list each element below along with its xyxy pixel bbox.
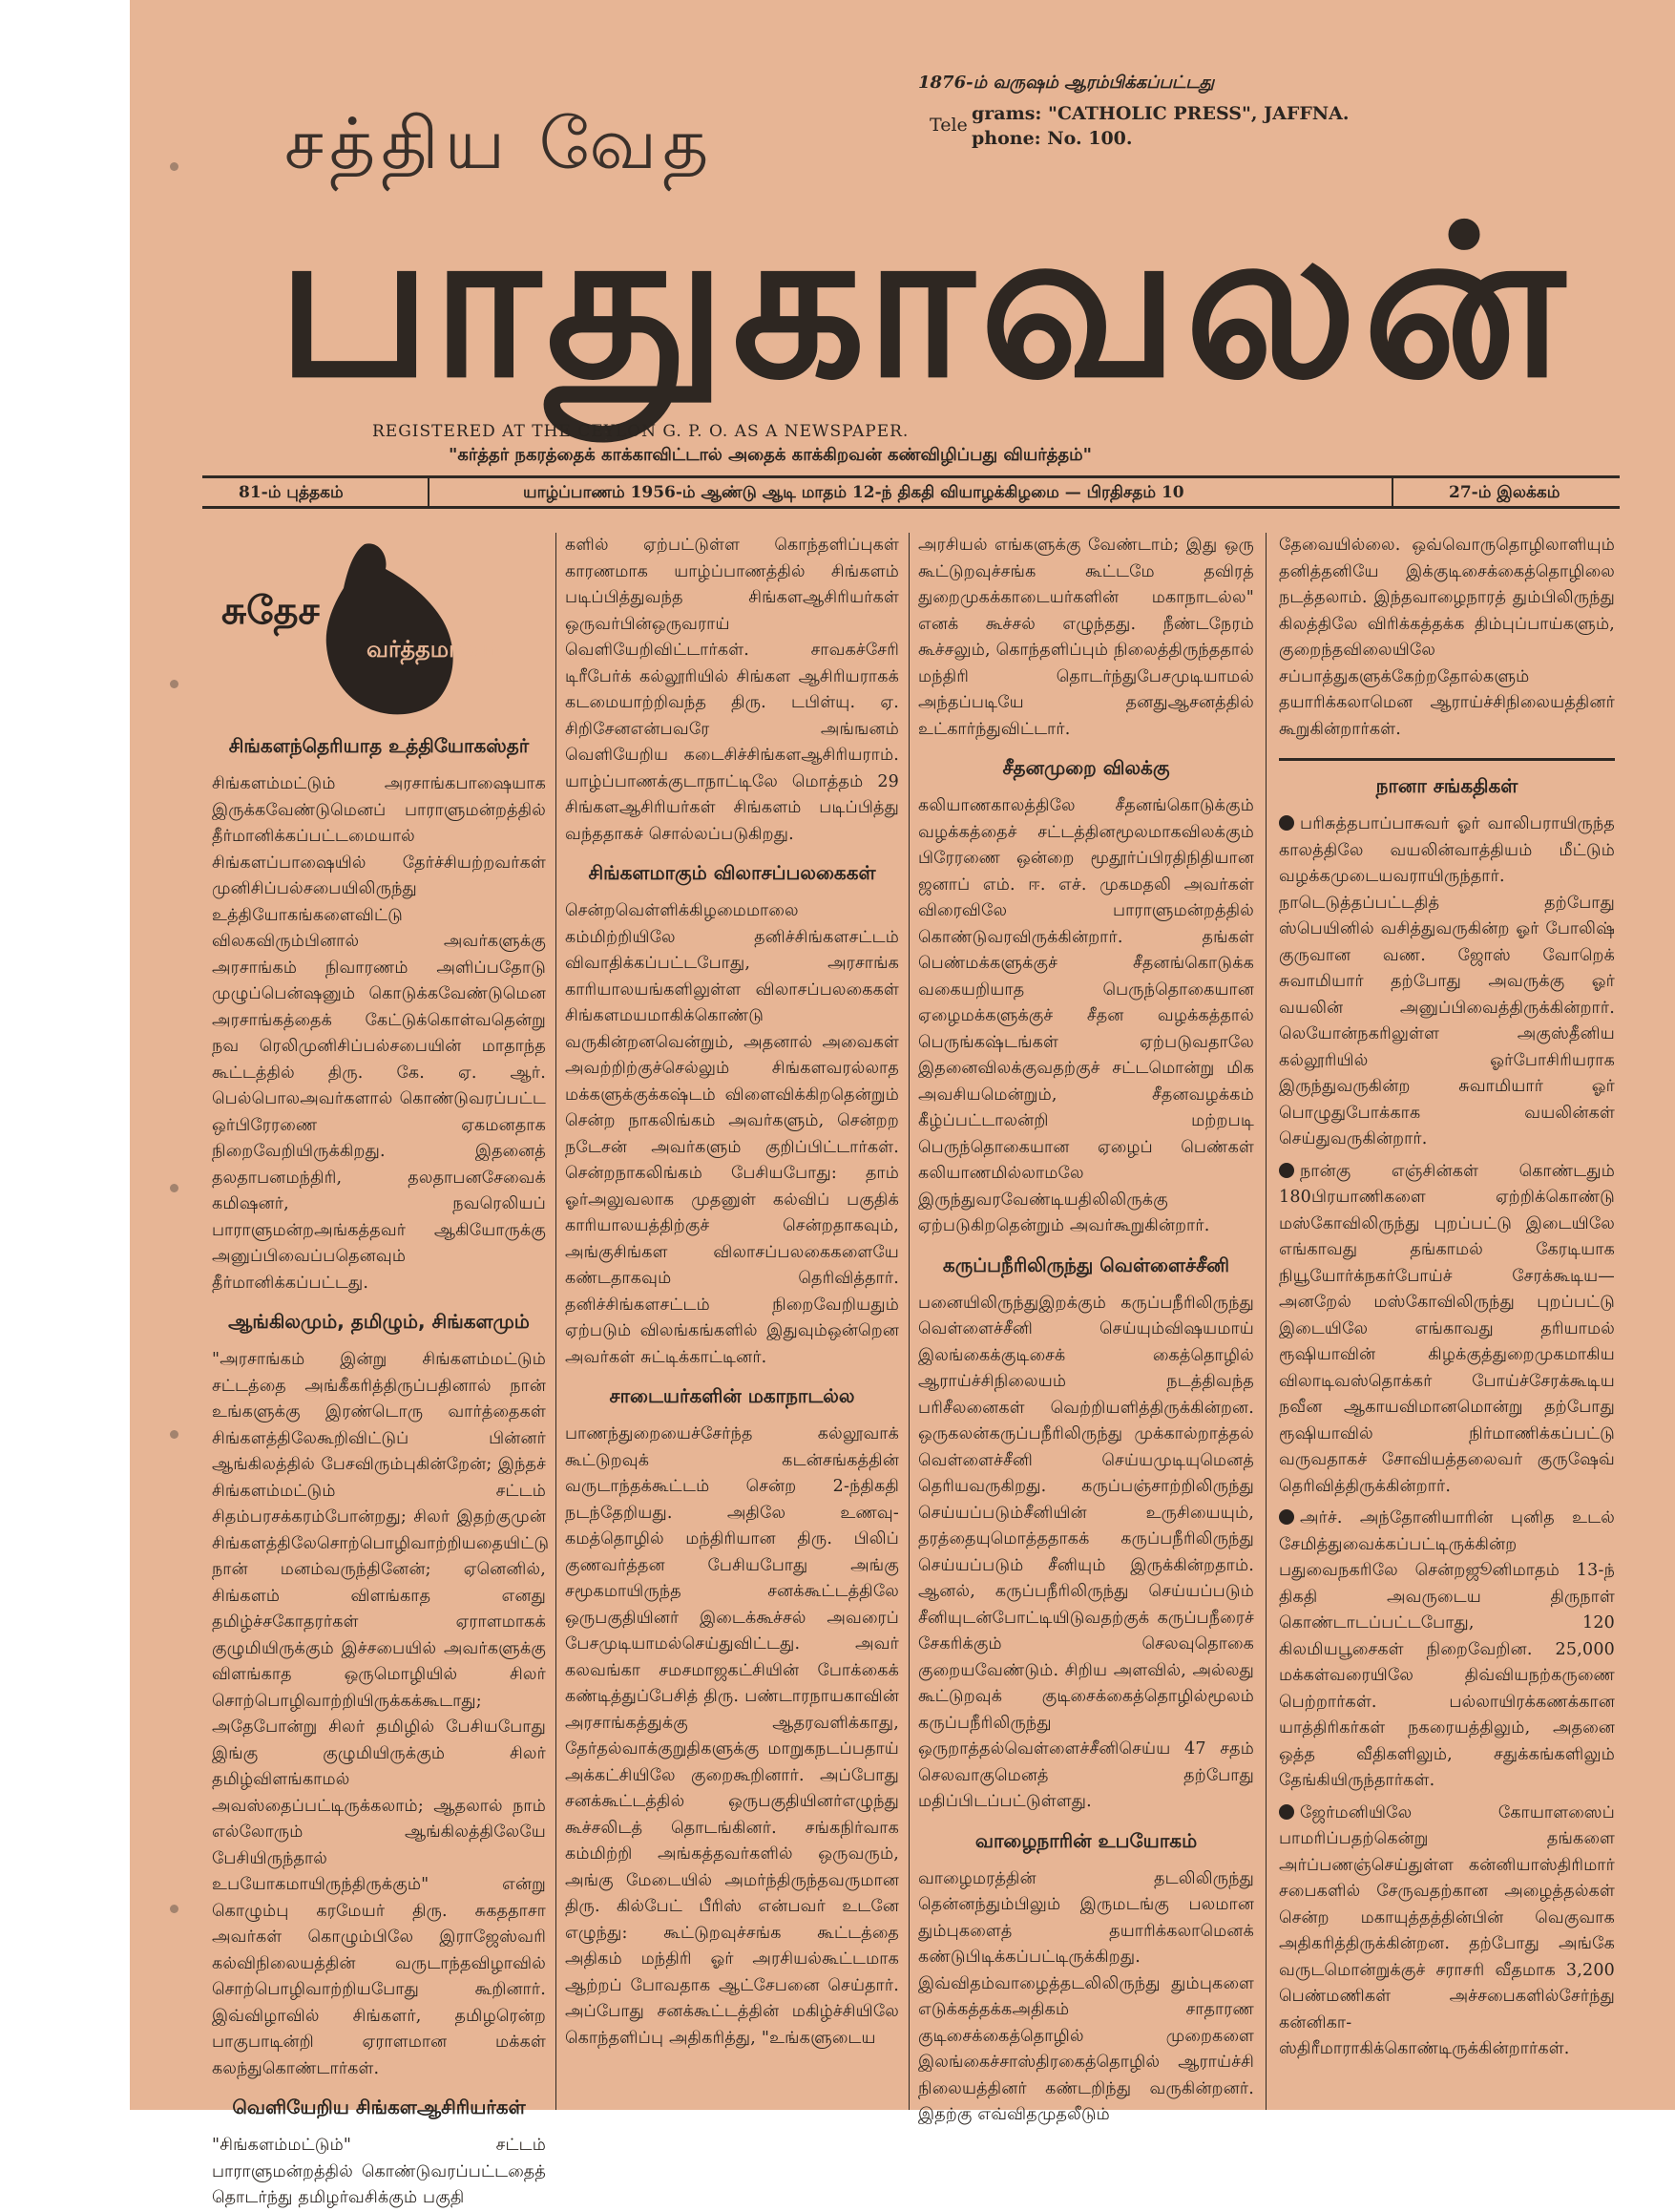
volume-number: 81-ம் புத்தகம் (239, 483, 344, 502)
news-item-text: ஜேர்மனியிலே கோயாளஸைப் பாமரிப்பதற்கென்று தங்களை அர்ப்பணஞ்செய்துள்ள கன்னியாஸ்திரிமார் சபைகளில் சேருவதற்கான அழைத்தல்கள் சென்ற மகாயுத்தத்தின்பின் வெகுவாக அதிகரித்திருக்கின்றன. தற்போது அங்கே வருடமொன்றுக்குச் சராசரி வீதமாக 3,200 பெண்மணிகள் அச்சபைகளில்சேர்ந்து கன்னிகா-ஸ்திரீமாராகிக்கொண்டிருக்கின்றார்கள். (1279, 1802, 1615, 2058)
article-heading: சாடையர்களின் மகாநாடல்ல (609, 1384, 855, 1407)
news-item (1279, 1801, 1615, 2063)
section-rule (1279, 758, 1615, 761)
news-item-text: நான்கு எஞ்சின்கள் கொண்டதும் 180பிரயாணிகளை ஏற்றிக்கொண்டு மஸ்கோவிலிருந்து புறப்பட்டு இடையிலே எங்காவது தங்காமல் கேரடியாக நியூயோர்க்நகர்போய்ச் சேரக்கூடிய—அனறேல் மஸ்கோவிலிருந்து புறப்பட்டு இடையிலே எங்காவது தரியாமல் ரூஷியாவின் கிழக்குத்துறைமுகமாகிய விலாடிவஸ்தொக்கர் போய்ச்சேரக்கூடிய நவீன ஆகாயவிமானமொன்று தற்போது ரூஷியாவில் நிர்மாணிக்கப்பட்டு வருவதாகச் சோவியத்தலைவர் குருஷேவ் தெரிவித்திருக்கின்றார். (1279, 1161, 1615, 1496)
column-1 (212, 721, 550, 2207)
column-4 (1279, 533, 1615, 2110)
column-divider (909, 533, 910, 2110)
article-body: "சிங்களம்மட்டும்" சட்டம் பாராளுமன்றத்தில் கொண்டுவரப்பட்டதைத் தொடர்ந்து தமிழர்வசிக்கும் பகுதி (212, 2136, 546, 2207)
article-heading: கருப்பநீரிலிருந்து வெள்ளைச்சீனி (942, 1253, 1230, 1276)
bullet-icon (1279, 815, 1294, 831)
news-item (1279, 1506, 1615, 1795)
masthead-title: பாதுகாவலன் (277, 182, 1571, 424)
article-body: களில் ஏற்பட்டுள்ள கொந்தளிப்புகள் காரணமாக யாழ்ப்பாணத்தில் சிங்களம் படிப்பித்துவந்த சிங்களஆசிரியர்கள் ஒருவர்பின்ஒருவராய் வெளியேறிவிட்டார்கள். சாவகச்சேரி டிரீபேர்க் கல்லூரியில் சிங்கள ஆசிரியராகக் கடமையாற்றிவந்த திரு. டபிள்யு. ஏ. சிறிசேனஎன்பவரே அங்ஙனம் வெளியேறிய கடைசிச்சிங்களஆசிரியராம். யாழ்ப்பாணக்குடாநாட்டிலே மொத்தம் 29 சிங்களஆசிரியர்கள் சிங்களம் படிப்பித்து வந்ததாகச் சொல்லப்படுகிறது. (565, 536, 899, 844)
article-body: தேவையில்லை. ஒவ்வொருதொழிலாளியும் தனித்தனியே இக்குடிசைக்கைத்தொழிலை நடத்தலாம். இந்தவாழைநாரத் தும்பிலிருந்து கிலத்திலே விரிக்கத்தக்க திம்புப்பாய்களும், குறைந்தவிலையிலே சப்பாத்துகளுக்கேற்றதோல்களும் தயாரிக்கலாமென ஆராய்ச்சிநிலையத்தினர் கூறுகின்றார்கள். (1279, 536, 1615, 739)
column-divider (555, 533, 556, 2110)
issue-bar-divider (1392, 477, 1393, 508)
news-item-text: பரிசுத்தபாப்பாசுவர் ஓர் வாலிபராயிருந்த காலத்திலே வயலின்வாத்தியம் மீட்டும் வழக்கமுடையவராயிருந்தார். நாடெடுத்தப்பட்டதித் தற்போது ஸ்பெயினில் வசித்துவருகின்ற ஓர் போலிஷ் குருவான வண. ஜோஸ் வோறெக் சுவாமியார் தற்போது அவருக்கு ஓர் வயலின் அனுப்பிவைத்திருக்கின்றார். லெயோன்நகரிலுள்ள அகுஸ்தீனிய கல்லூரியில் ஓர்போசிரியராக இருந்துவருகின்ற சுவாமியார் ஓர் பொழுதுபோக்காக வயலின்கள் செய்துவருகின்றார். (1279, 814, 1615, 1148)
column-divider (1266, 533, 1267, 2110)
article-heading: சிங்களமாகும் விலாசப்பலகைகள் (588, 861, 876, 884)
news-item-text: அர்ச். அந்தோனியாரின் புனித உடல் சேமித்துவைக்கப்பட்டிருக்கின்ற பதுவைநகரிலே சென்றஜூனிமாதம் 13-ந் திகதி அவருடைய திருநாள் கொண்டாடப்பட்டபோது, 120 கிலமியபூசைகள் நிறைவேறின. 25,000 மக்கள்வரையிலே திவ்வியநற்கருணை பெற்றார்கள். பல்லாயிரக்கணக்கான யாத்திரிகர்கள் நகரையத்திலும், அதனை ஒத்த வீதிகளிலும், சதுக்கங்களிலும் தேங்கியிருந்தார்கள். (1279, 1508, 1615, 1790)
masthead-motto: "கர்த்தர் நகரத்தைக் காக்காவிட்டால் அதைக் காக்கிறவன் கண்விழிப்பது வியர்த்தம்" (449, 445, 1092, 465)
article-body: அரசியல் எங்களுக்கு வேண்டாம்; இது ஒரு கூட்டுறவுச்சங்க கூட்டமே தவிரத் துறைமுகக்காடையர்களின் மகாநாடல்ல" எனக் கூச்சல் எழுந்தது. நீண்டநேரம் கூச்சலும், கொந்தளிப்பும் நிலைத்திருந்ததால் மந்திரி தொடர்ந்துபேசமுடியாமல் அந்தப்படியே தனதுஆசனத்தில் உட்கார்ந்துவிட்டார். (918, 536, 1254, 739)
issue-bar-top-rule (202, 475, 1620, 478)
article-heading: ஆங்கிலமும், தமிழும், சிங்களமும் (228, 1310, 530, 1333)
issue-bar-divider (428, 477, 429, 508)
telegrams-line: grams: "CATHOLIC PRESS", JAFFNA. (972, 103, 1350, 124)
article-body: சென்றவெள்ளிக்கிழமைமாலை கம்மிற்றியிலே தனிச்சிங்களசட்டம் விவாதிக்கப்பட்டபோது, அரசாங்க காரியாலயங்களிலுள்ள விலாசப்பலகைகள் சிங்களமயமாகிக்கொண்டு வருகின்றனவென்றும், அதனால் அவைகள் அவற்றிற்குச்செல்லும் சிங்களவரல்லாத மக்களுக்குக்கஷ்டம் விளைவிக்கிறதென்றும் சென்ற நாகலிங்கம் அவர்களும், சென்றற நடேசன் அவர்களும் குறிப்பிட்டார்கள். சென்றநாகலிங்கம் பேசியபோது: தாம் ஓர்அலுவலாக முதனுள் கல்விப் பகுதிக் காரியாலயத்திற்குச் சென்றதாகவும், அங்குசிங்கள விலாசப்பலகைகளையே கண்டதாகவும் தெரிவித்தார். தனிச்சிங்களசட்டம் நிறைவேறியதும் ஏற்படும் விலங்கங்களில் இதுவும்ஒன்றென அவர்கள் சுட்டிக்காட்டினர். (565, 901, 899, 1367)
masthead-subtitle: சத்திய வேத (284, 103, 715, 185)
news-item (1279, 811, 1615, 1153)
article-heading: வெளியேறிய சிங்களஆசிரியர்கள் (232, 2096, 526, 2118)
bullet-icon (1279, 1509, 1294, 1525)
bullet-icon (1279, 1804, 1294, 1820)
article-body: வாழைமரத்தின் தடலிலிருந்து தென்னந்தும்பிலும் இருமடங்கு பலமான தும்புகளைத் தயாரிக்கலாமெனக் கண்டுபிடிக்கப்பட்டிருக்கிறது. இவ்விதம்வாழைத்தடலிலிருந்து தும்புகளை எடுக்கத்தக்கஅதிகம் சாதாரண குடிசைக்கைத்தொழில் முறைகளை இலங்கைச்சாஸ்திரகைத்தொழில் ஆராய்ச்சி நிலையத்தினர் கண்டறிந்து வருகின்றனர். இதற்கு எவ்விதமுதலீடும் (918, 1868, 1254, 2124)
news-item (1279, 1159, 1615, 1501)
established-line: 1876-ம் வருஷம் ஆரம்பிக்கப்பட்டது (918, 73, 1215, 93)
article-body: சிங்களம்மட்டும் அரசாங்கபாஷையாக இருக்கவேண்டுமெனப் பாராளுமன்றத்தில் தீர்மானிக்கப்பட்டமையால் சிங்களப்பாஷையில் தேர்ச்சியற்றவர்கள் முனிசிப்பல்சபையிலிருந்து உத்தியோகங்களைவிட்டு விலகவிரும்பினால் அவர்களுக்கு அரசாங்கம் நிவாரணம் அளிப்பதோடு முழுப்பென்ஷனும் கொடுக்கவேண்டுமென அரசாங்கத்தைக் கேட்டுக்கொள்வதென்று நவ ரெலிமுனிசிப்பல்சபையின் மாதாந்த கூட்டத்தில் திரு. கே. ஏ. ஆர். பெல்பொலஅவர்களால் கொண்டுவரப்பட்ட ஒர்பிரேரணை ஏகமனதாக நிறைவேறியிருக்கிறது. இதனைத் தலதாபனமந்திரி, தலதாபனசேவைக் கமிஷனர், நவரெலியப் பாராளுமன்றஅங்கத்தவர் ஆகியோருக்கு அனுப்பிவைப்பதெனவும் தீர்மானிக்கப்பட்டது. (212, 774, 546, 1293)
section-logo (221, 537, 532, 718)
issue-date: யாழ்ப்பாணம் 1956-ம் ஆண்டு ஆடி மாதம் 12-ந் திகதி வியாழக்கிழமை — பிரதிசதம் 10 (523, 483, 1184, 502)
article-heading: நானா சங்கதிகள் (1375, 774, 1518, 797)
column-2 (565, 533, 899, 2110)
issue-bar-bottom-rule (202, 506, 1620, 509)
telephone-line: phone: No. 100. (972, 128, 1133, 149)
tele-prefix: Tele (930, 115, 968, 136)
article-body: "அரசாங்கம் இன்று சிங்களம்மட்டும் சட்டத்தை அங்கீகரித்திருப்பதினால் நான் உங்களுக்கு இரண்டொரு வார்த்தைகள் சிங்களத்திலேகூறிவிட்டுப் பின்னர் ஆங்கிலத்தில் பேசவிரும்புகின்றேன்; இந்தச் சிங்களம்மட்டும் சட்டம் சிதம்பரசக்கரம்போன்றது; சிலர் இதற்குமுன் சிங்களத்திலேசொற்பொழிவாற்றியதையிட்டு நான் மனம்வருந்தினேன்; ஏனெனில், சிங்களம் விளங்காத எனது தமிழ்ச்சகோதரர்கள் ஏராளமாகக் குழுமியிருக்கும் இச்சபையில் அவர்களுக்கு விளங்காத ஒருமொழியில் சிலர் சொற்பொழிவாற்றியிருக்கக்கூடாது; அதேபோன்று சிலர் தமிழில் பேசியபோது இங்கு குழுமியிருக்கும் சிலர் தமிழ்விளங்காமல் அவஸ்தைப்பட்டிருக்கலாம்; ஆதலால் நாம் எல்லோரும் ஆங்கிலத்திலேயே பேசியிருந்தால் உபயோகமாயிருந்திருக்கும்" என்று கொழும்பு கரமேயர் திரு. சுகததாசா அவர்கள் கொழும்பிலே இராஜேஸ்வரி கல்விநிலையத்தின் வருடாந்தவிழாவில் சொற்பொழிவாற்றியபோது கூறினார். இவ்விழாவில் சிங்களர், தமிழரென்ற பாகுபாடின்றி ஏராளமான மக்கள் கலந்துகொண்டார்கள். (212, 1350, 550, 2078)
section-logo-line1: சுதேச (221, 589, 320, 633)
article-body: பாணந்துறையைச்சேர்ந்த கல்லூவாக் கூட்டுறவுக் கடன்சங்கத்தின் வருடாந்தக்கூட்டம் சென்ற 2-ந்திகதி நடந்தேறியது. அதிலே உணவு-கமத்தொழில் மந்திரியான திரு. பிலிப் குணவர்த்தன பேசியபோது அங்கு சமூகமாயிருந்த சனக்கூட்டத்திலே ஒருபகுதியினர் இடைக்கூச்சல் அவரைப் பேசமுடியாமல்செய்துவிட்டது. அவர் கலவங்கா சமசமாஜகட்சியின் போக்கைக் கண்டித்துப்பேசித் திரு. பண்டாரநாயகாவின் அரசாங்கத்துக்கு ஆதரவளிக்காது, தேர்தல்வாக்குறுதிகளுக்கு மாறுகநடப்பதாய் அக்கட்சியிலே குறைகூறினார். அப்போது சனக்கூட்டத்தில் ஒருபகுதியினர்எழுந்து கூச்சலிடத் தொடங்கினர். சங்கநிர்வாக கம்மிற்றி அங்கத்தவர்களில் ஒருவரும், அங்கு மேடையில் அமர்ந்திருந்தவருமான திரு. கில்பேட் பீரிஸ் என்பவர் உடனே எழுந்து: கூட்டுறவுச்சங்க கூட்டத்தை அதிகம் மந்திரி ஓர் அரசியல்கூட்டமாக ஆற்றப் போவதாக ஆட்சேபனை செய்தார். அப்போது சனக்கூட்டத்தின் மகிழ்ச்சியிலே கொந்தளிப்பு அதிகரித்து, "உங்களுடைய (565, 1424, 899, 2048)
article-body: கலியாணகாலத்திலே சீதனங்கொடுக்கும் வழக்கத்தைச் சட்டத்தினமூலமாகவிலக்கும் பிரேரணை ஒன்றை மூதூர்ப்பிரதிநிதியான ஜனாப் எம். ஈ. எச். முகமதலி அவர்கள் விரைவிலே பாராளுமன்றத்தில் கொண்டுவரவிருக்கின்றார். தங்கள் பெண்மக்களுக்குச் சீதனங்கொடுக்க வகையறியாத பெருந்தொகையான ஏழைமக்களுக்குச் சீதன வழக்கத்தால் பெருங்கஷ்டங்கள் ஏற்படுவதாலே இதனைவிலக்குவதற்குச் சட்டமொன்று மிக அவசியமென்றும், சீதனவழக்கம் கீழ்ப்பட்டாலன்றி மற்றபடி பெருந்தொகையான ஏழைப் பெண்கள் கலியாணமில்லாமலே இருந்துவரவேண்டியதிலிலிருக்கு ஏற்படுகிறதென்றும் அவர்கூறுகின்றார். (918, 796, 1254, 1235)
bullet-icon (1279, 1163, 1294, 1178)
article-heading: சீதனமுறை விலக்கு (1002, 756, 1170, 779)
article-heading: வாழைநாரின் உபயோகம் (974, 1828, 1198, 1852)
section-logo-line2: வர்த்தமானம் (366, 636, 502, 663)
issue-number: 27-ம் இலக்கம் (1449, 483, 1560, 502)
article-body: பனையிலிருந்துஇறக்கும் கருப்பநீரிலிருந்து வெள்ளைச்சீனி செய்யும்விஷயமாய் இலங்கைக்குடிசைக் கைத்தொழில் ஆராய்ச்சிநிலையம் நடத்திவந்த பரிசீலனைகள் வெற்றியளித்திருக்கின்றன. ஒருகலன்கருப்பநீரிலிருந்து முக்கால்றாத்தல் வெள்ளைச்சீனி செய்யமுடியுமெனத் தெரியவருகிறது. கருப்பஞ்சாற்றிலிருந்து செய்யப்படும்சீனியின் உருசியையும், தரத்தையுமொத்ததாகக் கருப்பநீரிலிருந்து செய்யப்படும் சீனியும் இருக்கின்றதாம். ஆனல், கருப்பநீரிலிருந்து செய்யப்படும் சீனியுடன்போட்டியிடுவதற்குக் கருப்பநீரைச் சேகரிக்கும் செலவுதொகை குறையவேண்டும். சிறிய அளவில், அல்லது கூட்டுறவுக் குடிசைக்கைத்தொழில்மூலம் கருப்பநீரிலிருந்து ஒருறாத்தல்வெள்ளைச்சீனிசெய்ய 47 சதம் செலவாகுமெனத் தற்போது மதிப்பிடப்பட்டுள்ளது. (918, 1293, 1254, 1811)
article-heading: சிங்களந்தெரியாத உத்தியோகஸ்தர் (228, 734, 530, 757)
registration-note: REGISTERED AT THE CEYLON G. P. O. AS A NEWSPAPER. (372, 422, 910, 441)
column-3 (918, 533, 1254, 2124)
